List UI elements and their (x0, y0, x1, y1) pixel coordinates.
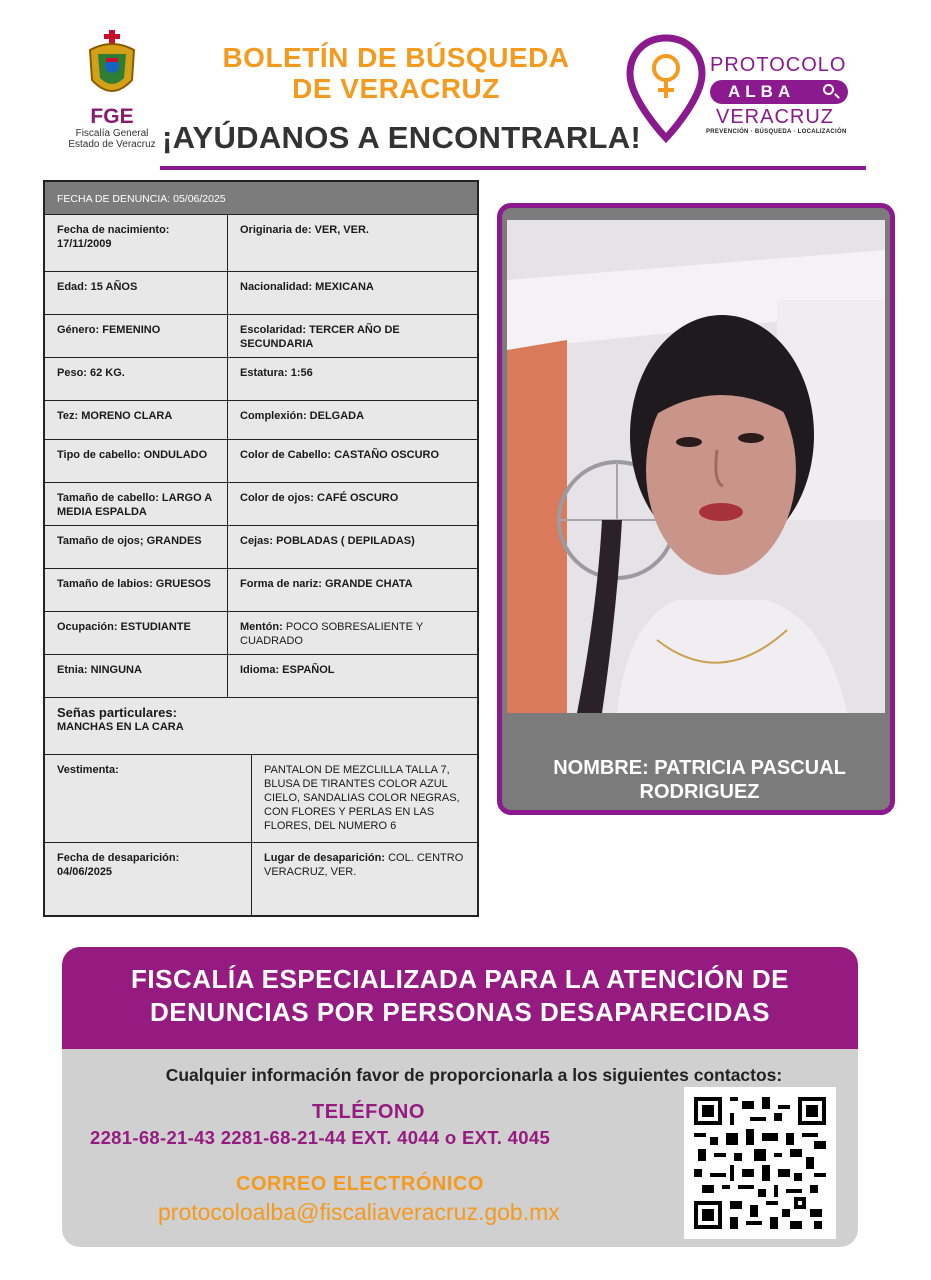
birth-date-label: Fecha de nacimiento: (57, 224, 170, 236)
bulletin-title-line2: DE VERACRUZ (292, 73, 500, 104)
weight-cell: Peso: 62 KG. (45, 358, 228, 400)
report-date: FECHA DE DENUNCIA: 05/06/2025 (57, 193, 226, 205)
marks-cell (45, 698, 477, 754)
office-banner (62, 947, 858, 1049)
portrait-illustration (507, 220, 885, 713)
help-appeal: ¡AYÚDANOS A ENCONTRARLA! (162, 120, 642, 155)
protocolo-alba-logo (626, 34, 866, 144)
missing-person-photo (507, 220, 885, 713)
person-info-table (43, 180, 479, 917)
protocol-word: PROTOCOLO (710, 54, 847, 76)
nationality-cell: Nacionalidad: MEXICANA (240, 281, 374, 293)
fge-logo (62, 30, 162, 155)
table-row (45, 569, 477, 612)
ethnicity-cell: Etnia: NINGUNA (45, 655, 228, 697)
table-row (45, 401, 477, 440)
alba-pill (710, 80, 848, 104)
bulletin-title (186, 42, 606, 104)
protocol-tagline: PREVENCIÓN · BÚSQUEDA · LOCALIZACIÓN (706, 129, 847, 135)
clothing-value: PANTALON DE MEZCLILLA TALLA 7, BLUSA DE TIRANTES COLOR AZUL CIELO, SANDALIAS COLOR NEGRAS, CON FLORES Y PERLAS EN LAS FLORES, DEL NUMERO 6 (264, 764, 460, 832)
header-divider (160, 166, 866, 170)
photo-frame (497, 203, 895, 815)
protocol-state: VERACRUZ (716, 106, 835, 128)
disappearance-place-cell (252, 843, 477, 915)
table-row (45, 215, 477, 272)
name-line2: RODRIGUEZ (639, 781, 760, 803)
disappearance-date-cell (45, 843, 252, 915)
birth-date-cell (45, 215, 228, 271)
nose-cell: Forma de nariz: GRANDE CHATA (240, 578, 413, 590)
age-cell: Edad: 15 AÑOS (45, 272, 228, 314)
phone-numbers[interactable]: 2281-68-21-43 2281-68-21-44 EXT. 4044 o EXT. 4045 (90, 1127, 551, 1148)
table-row (45, 755, 477, 843)
schooling-cell: Escolaridad: TERCER AÑO DE SECUNDARIA (240, 324, 400, 350)
location-pin-icon (626, 34, 706, 144)
marks-value: MANCHAS EN LA CARA (57, 721, 184, 733)
table-row (45, 698, 477, 755)
table-row (45, 440, 477, 483)
alba-word: ALBA (728, 82, 796, 101)
table-row (45, 843, 477, 915)
qr-code[interactable] (684, 1087, 836, 1239)
email-label: CORREO ELECTRÓNICO (236, 1173, 484, 1195)
occupation-cell: Ocupación: ESTUDIANTE (45, 612, 228, 654)
eye-size-cell: Tamaño de ojos; GRANDES (45, 526, 228, 568)
contact-lead: Cualquier información favor de proporcionarla a los siguientes contactos: (165, 1065, 783, 1085)
email-link[interactable]: protocoloalba@fiscaliaveracruz.gob.mx (158, 1199, 560, 1225)
table-row (45, 483, 477, 526)
table-row (45, 315, 477, 358)
hair-type-cell: Tipo de cabello: ONDULADO (45, 440, 228, 482)
disappearance-date-value: 04/06/2025 (57, 866, 113, 878)
chin-label: Mentón: (240, 621, 283, 633)
table-row (45, 655, 477, 698)
height-cell: Estatura: 1:56 (240, 367, 313, 379)
agency-name-line1: Fiscalía General (75, 128, 149, 139)
origin-cell: Originaria de: VER, VER. (240, 224, 369, 236)
agency-abbreviation: FGE (90, 105, 134, 128)
office-title (62, 963, 858, 1029)
lips-cell: Tamaño de labios: GRUESOS (45, 569, 228, 611)
office-title-line1: FISCALÍA ESPECIALIZADA PARA LA ATENCIÓN DE (131, 964, 789, 994)
skin-tone-cell: Tez: MORENO CLARA (45, 401, 228, 439)
magnifier-icon (823, 84, 834, 95)
phone-label: TELÉFONO (312, 1101, 425, 1123)
name-line1: NOMBRE: PATRICIA PASCUAL (553, 757, 846, 779)
contact-panel (62, 1049, 858, 1247)
marks-label: Señas particulares: (57, 705, 177, 720)
chin-cell (228, 612, 477, 654)
table-row (45, 272, 477, 315)
disappearance-place-label: Lugar de desaparición: (264, 852, 386, 864)
coat-of-arms-icon (82, 30, 142, 104)
missing-person-name (527, 756, 872, 804)
birth-date-value: 17/11/2009 (57, 238, 112, 250)
table-row (45, 612, 477, 655)
table-row (45, 358, 477, 401)
agency-name-line2: Estado de Veracruz (68, 139, 156, 150)
disappearance-date-label: Fecha de desaparición: (57, 852, 180, 864)
disappearance-place-value: COL. CENTRO VERACRUZ, VER. (264, 852, 464, 878)
language-cell: Idioma: ESPAÑOL (240, 664, 335, 676)
eye-color-cell: Color de ojos: CAFÉ OSCURO (240, 492, 399, 504)
table-row (45, 526, 477, 569)
office-title-line2: DENUNCIAS POR PERSONAS DESAPARECIDAS (150, 997, 770, 1027)
build-cell: Complexión: DELGADA (240, 410, 365, 422)
gender-cell: Género: FEMENINO (45, 315, 228, 357)
hair-color-cell: Color de Cabello: CASTAÑO OSCURO (240, 449, 440, 461)
bulletin-title-line1: BOLETÍN DE BÚSQUEDA (222, 42, 570, 73)
qr-code-icon (694, 1097, 826, 1229)
hair-length-cell: Tamaño de cabello: LARGO A MEDIA ESPALDA (45, 483, 228, 525)
clothing-label: Vestimenta: (45, 755, 252, 842)
chin-value: POCO SOBRESALIENTE Y CUADRADO (240, 621, 423, 647)
report-date-row (45, 182, 477, 215)
eyebrows-cell: Cejas: POBLADAS ( DEPILADAS) (240, 535, 415, 547)
